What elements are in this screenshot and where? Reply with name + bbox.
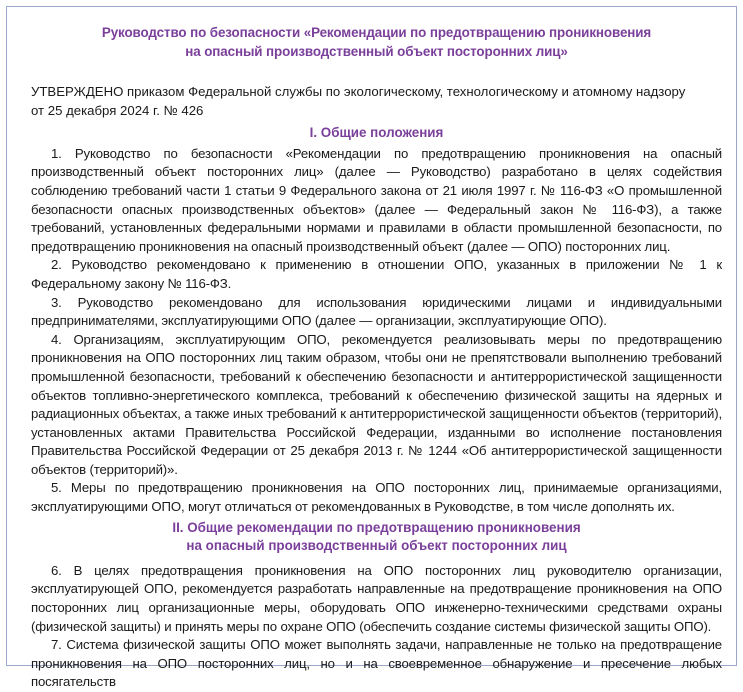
- section-heading-2: [31, 519, 722, 556]
- document-title-line-2: на опасный производственный объект посторонних лиц»: [185, 44, 568, 59]
- document-title: [31, 23, 722, 61]
- approval-statement: [31, 83, 722, 120]
- paragraph-4: 4. Организациям, эксплуатирующим ОПО, рекомендуется реализовывать меры по предотвращению проникновения на ОПО посторонних лиц таким образом, чтобы они не препятствовали выполнению требований промышленной безопасности, требований к обеспечению безопасности и антитеррористической защищенности объектов топливно-энергетического комплекса, требований к обеспечению физической защиты на ядерных и радиационных объектах, а также иных требований к антитеррористической защищенности объектов (территорий), установленных актами Правительства Российской Федерации, изданными во исполнение постановления Правительства Российской Федерации от 25 декабря 2013 г. № 1244 «Об антитеррористической защищенности объектов (территорий)».: [31, 331, 722, 477]
- paragraph-2: 2. Руководство рекомендовано к применению в отношении ОПО, указанных в приложении № 1 к Федеральному закону № 116-ФЗ.: [31, 257, 722, 291]
- paragraph-5: 5. Меры по предотвращению проникновения на ОПО посторонних лиц, принимаемые организациями, эксплуатирующими ОПО, могут отличаться от рекомендованных в Руководстве, в том числе дополнять их.: [31, 480, 722, 515]
- approval-line-1: УТВЕРЖДЕНО приказом Федеральной службы по экологическому, технологическому и атомному надзору: [31, 84, 686, 99]
- section-general-provisions: [31, 124, 722, 516]
- paragraph-1: 1. Руководство по безопасности «Рекомендации по предотвращению проникновения на опасный производственный объект посторонних лиц» (далее — Руководство) разработано в целях содействия соблюдению требований части 1 статьи 9 Федерального закона от 21 июля 1997 г. № 116-ФЗ «О промышленной безопасности опасных производственных объектов» (далее — Федеральный закон № 116-ФЗ), а также требований, установленных федеральными нормами и правилами в области промышленной безопасности, по предотвращению проникновения на опасный производственный объект (далее — ОПО) посторонних лиц.: [31, 145, 722, 254]
- section-heading-1: [31, 124, 722, 143]
- document-page: [6, 6, 737, 690]
- section-general-recommendations: [31, 519, 722, 692]
- section-heading-1-line-1: I. Общие положения: [309, 125, 444, 141]
- approval-line-2: от 25 декабря 2024 г. № 426: [31, 102, 204, 118]
- section-heading-2-line-2: на опасный производственный объект посторонних лиц: [186, 538, 567, 554]
- document-title-line-1: Руководство по безопасности «Рекомендации по предотвращению проникновения: [101, 25, 652, 40]
- paragraph-3: 3. Руководство рекомендовано для использования юридическими лицами и индивидуальными предпринимателями, эксплуатирующими ОПО (далее — организации, эксплуатирующие ОПО).: [31, 294, 722, 329]
- paragraph-7: 7. Система физической защиты ОПО может выполнять задачи, направленные не только на предотвращение проникновения на ОПО посторонних лиц, но и на своевременное обнаружение и пресечение любых посягательств: [31, 637, 722, 690]
- paragraph-6: 6. В целях предотвращения проникновения на ОПО посторонних лиц руководителю организации, эксплуатирующей ОПО, рекомендуется разработать направленные на предотвращение проникновения на ОПО посторонних лиц организационные меры, оборудовать ОПО инженерно-техническими средствами охраны (физической защиты) и принять меры по охране ОПО (обеспечить создание системы физической защиты ОПО).: [31, 562, 722, 634]
- section-heading-2-line-1: II. Общие рекомендации по предотвращению проникновения: [172, 519, 581, 535]
